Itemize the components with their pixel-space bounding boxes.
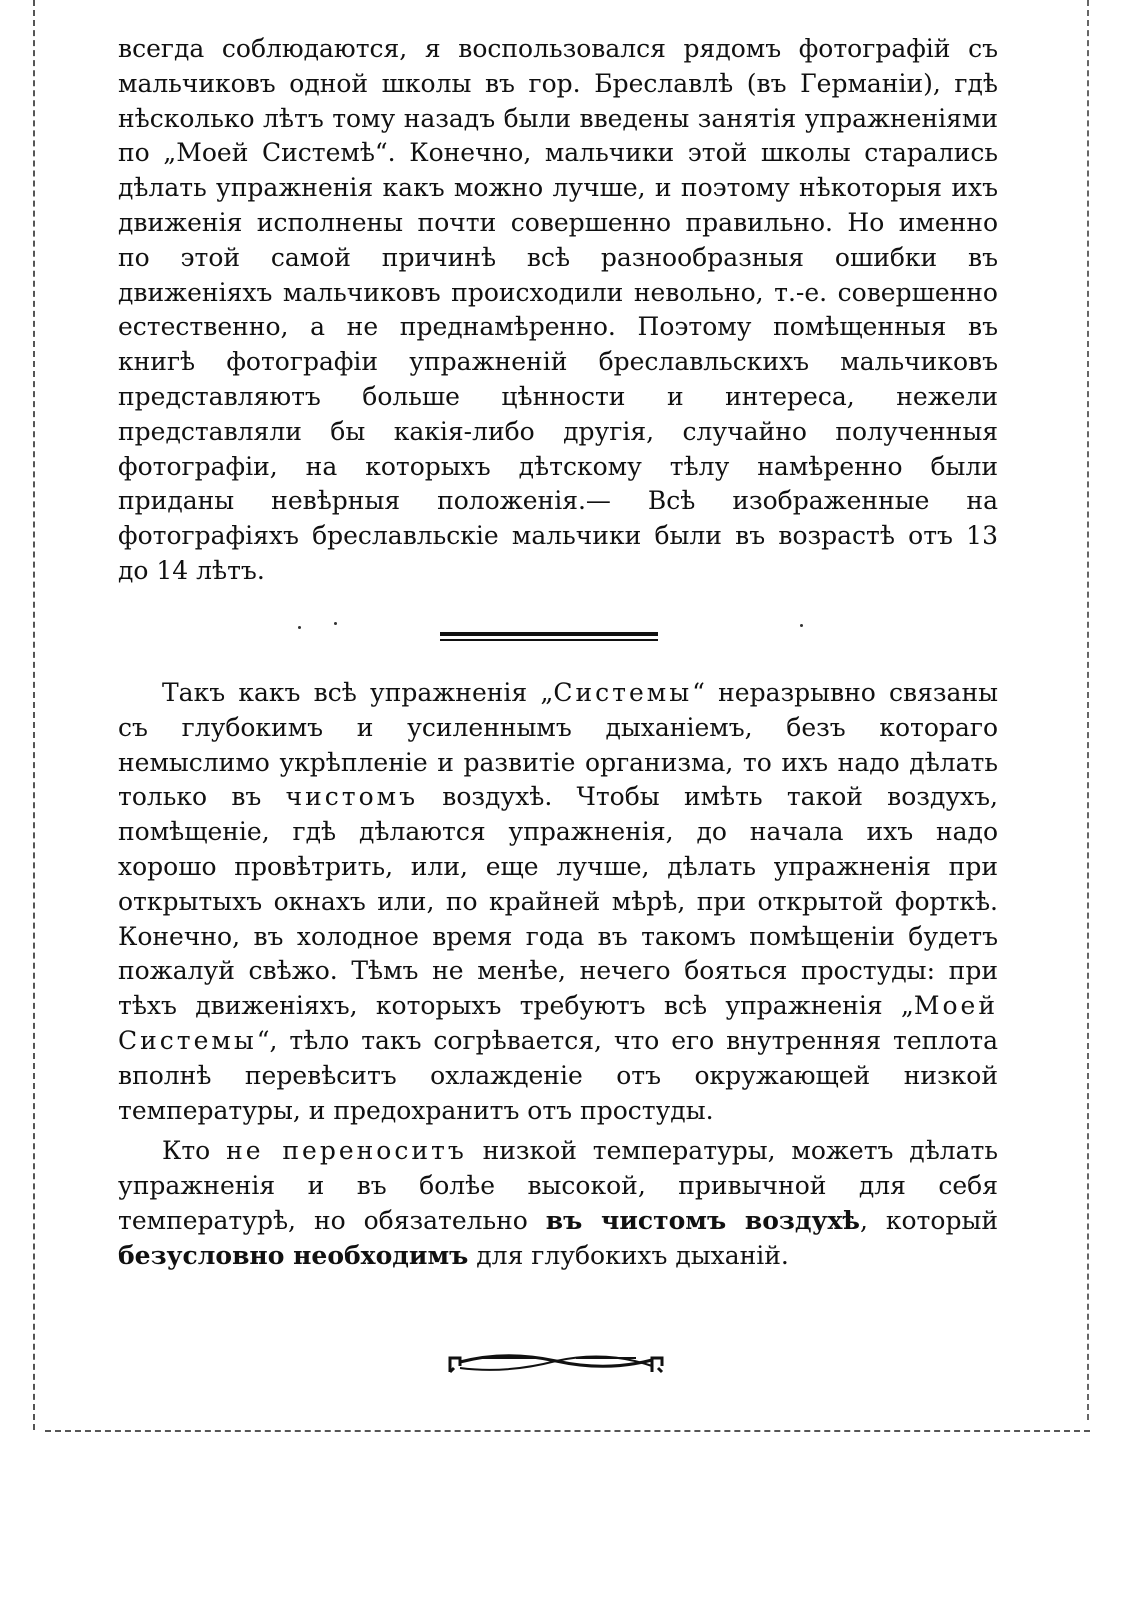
- text-run: “ неразрывно связаны съ глубокимъ и усиленнымъ дыханіемъ, безъ котораго немыслимо укрѣпленіе и развитіе организма, то ихъ надо дѣлать только въ: [118, 678, 998, 812]
- emphasis-cannot-bear: не переноситъ: [226, 1136, 467, 1166]
- section-divider-rule: [440, 632, 658, 641]
- emphasis-my-system: Моей Системы: [118, 991, 998, 1055]
- print-speck: [800, 624, 803, 627]
- scan-edge-left: [33, 0, 35, 1430]
- text-run: “, тѣло такъ согрѣвается, что его внутренняя теплота вполнѣ перевѣситъ охлажденіе отъ окружающей низкой температуры, и предохранитъ отъ простуды.: [118, 1025, 998, 1125]
- ornament-icon: [446, 1346, 666, 1376]
- text-run: , который: [860, 1205, 999, 1235]
- emphasis-system: Системы: [553, 678, 693, 707]
- scan-edge-right: [1087, 0, 1089, 1420]
- text-run: Такъ какъ всѣ упражненія „: [162, 678, 554, 707]
- print-speck: [298, 626, 301, 629]
- text-run: воздухѣ. Чтобы имѣть такой воздухъ, помѣщеніе, гдѣ дѣлаются упражненія, до начала ихъ надо хорошо провѣтрить, или, еще лучше, дѣлать упражненія при открытыхъ окнахъ или, по крайней мѣрѣ, при открытой форткѣ. Конечно, въ холодное время года въ такомъ помѣщеніи будетъ пожалуй свѣжо. Тѣмъ не менѣе, нечего бояться простуды: при тѣхъ движеніяхъ, которыхъ требуютъ всѣ упражненія „: [118, 782, 999, 1021]
- paragraph-fresh-air: [118, 676, 998, 1128]
- scan-edge-bottom: [45, 1430, 1090, 1432]
- text-run: Кто: [162, 1136, 227, 1166]
- text-block-top: [118, 32, 998, 589]
- print-speck: [334, 622, 337, 625]
- emphasis-clean-air: въ чистомъ воздухѣ: [545, 1205, 860, 1235]
- paragraph-temperature: [118, 1134, 998, 1273]
- emphasis-clean: чистомъ: [285, 782, 419, 812]
- emphasis-necessary: безусловно необходимъ: [118, 1240, 469, 1270]
- text-run: низкой температуры, можетъ дѣлать упражненія и въ болѣе высокой, привычной для себя температурѣ, но обязательно: [118, 1136, 998, 1235]
- text-block-bottom: [118, 676, 998, 1274]
- paragraph-photos: всегда соблюдаются, я воспользовался рядомъ фотографій съ мальчиковъ одной школы въ гор. Бреславлѣ (въ Германіи), гдѣ нѣсколько лѣтъ тому назадъ были введены занятія упражненіями по „Моей Системѣ“. Конечно, мальчики этой школы старались дѣлать упражненія какъ можно лучше, и поэтому нѣкоторыя ихъ движенія исполнены почти совершенно правильно. Но именно по этой самой причинѣ всѣ разнообразныя ошибки въ движеніяхъ мальчиковъ происходили невольно, т.-е. совершенно естественно, а не преднамѣренно. Поэтому помѣщенныя въ книгѣ фотографіи упражненій бреславльскихъ мальчиковъ представляютъ больше цѣнности и интереса, нежели представляли бы какія-либо другія, случайно полученныя фотографіи, на которыхъ дѣтскому тѣлу намѣренно были приданы невѣрныя положенія.— Всѣ изображенные на фотографіяхъ бреславльскіе мальчики были въ возрастѣ отъ 13 до 14 лѣтъ.: [118, 34, 998, 585]
- text-run: для глубокихъ дыханій.: [468, 1240, 789, 1270]
